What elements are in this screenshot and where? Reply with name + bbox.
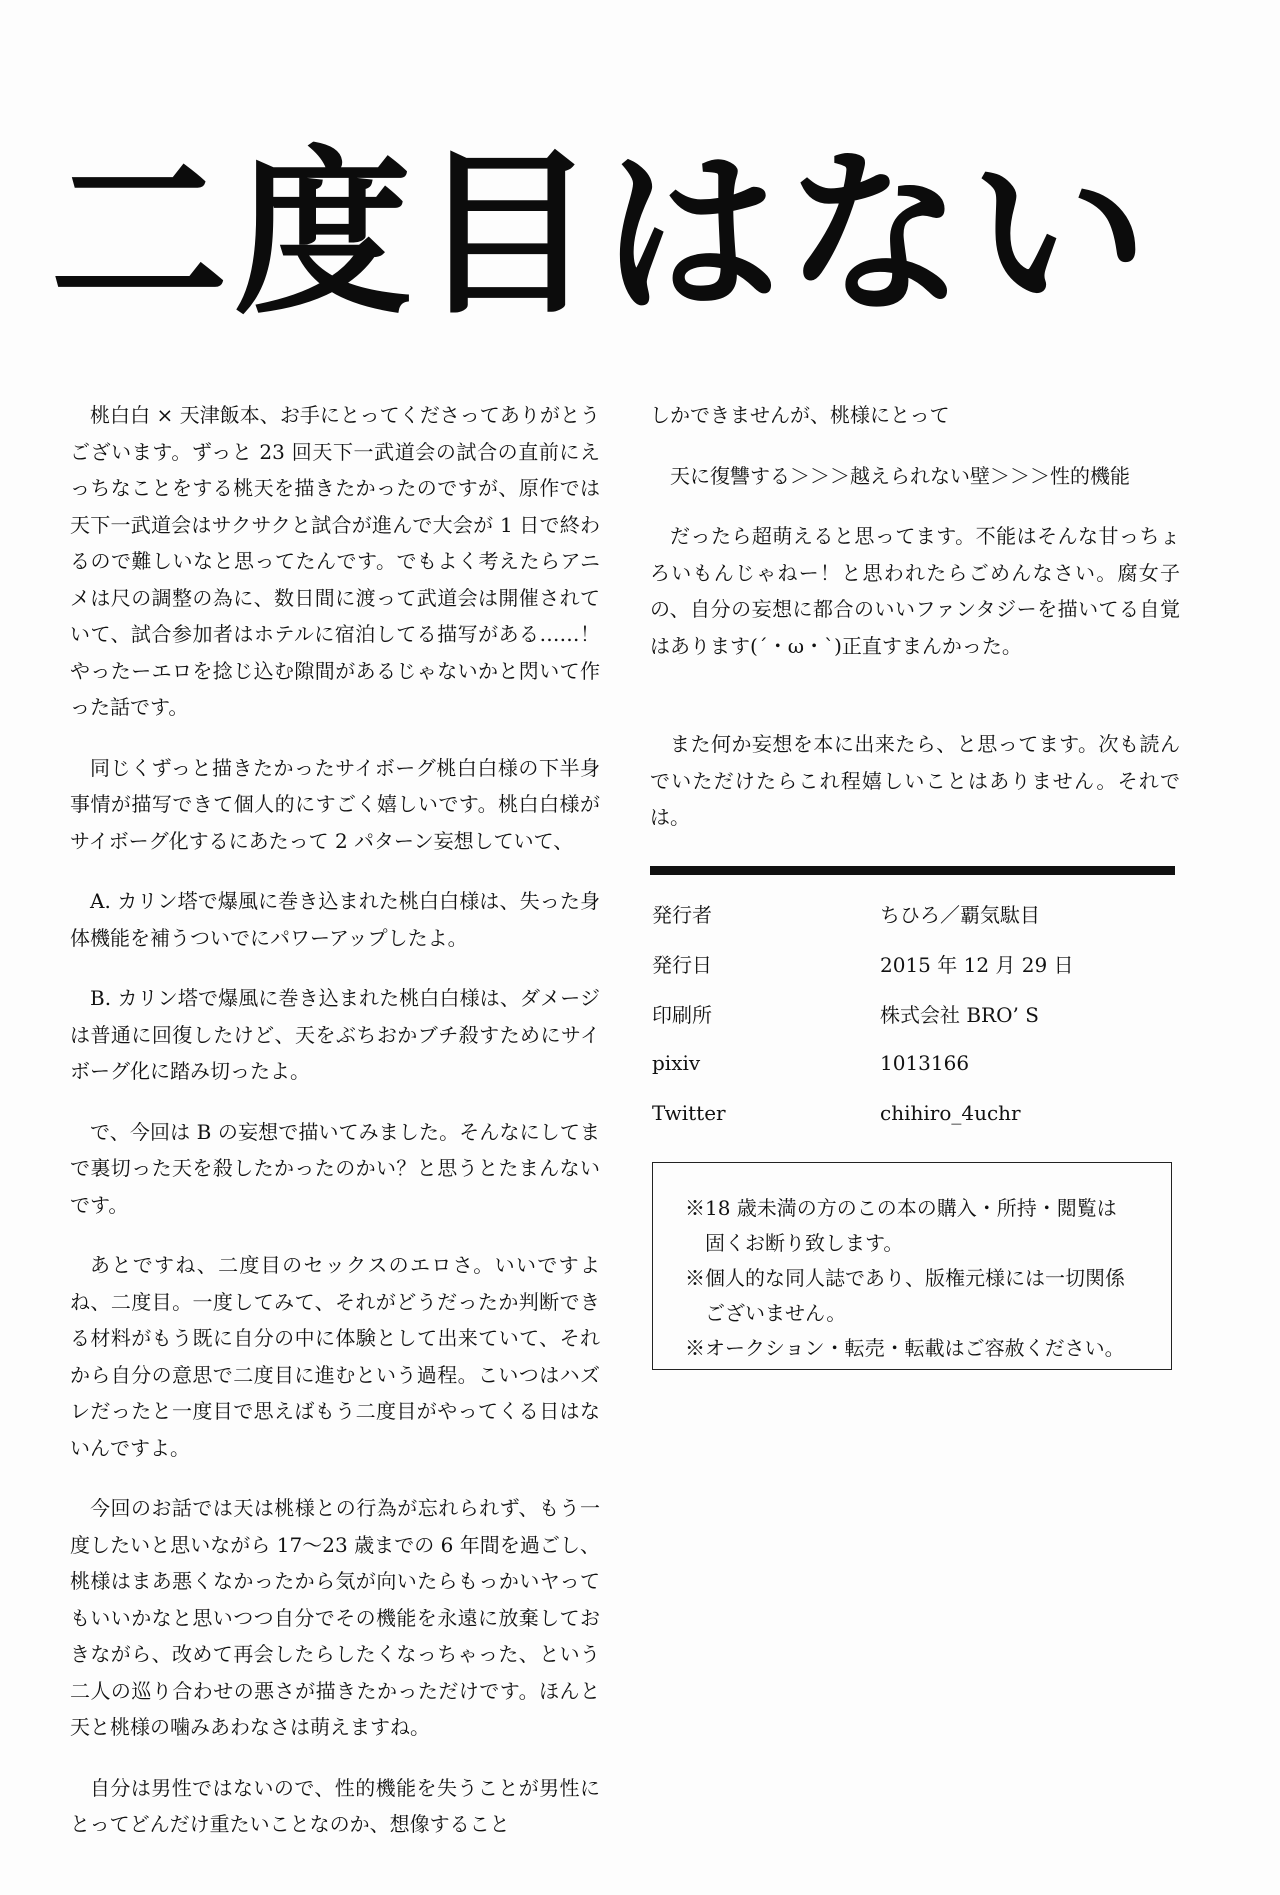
notice-box bbox=[652, 1162, 1172, 1370]
afterword-paragraph: で、今回は B の妄想で描いてみました。そんなにしてまで裏切った天を殺したかったのかい？と思うとたまんないです。 bbox=[70, 1119, 600, 1217]
afterword-paragraph: 天に復讐する＞＞＞越えられない壁＞＞＞性的機能 bbox=[670, 463, 1130, 488]
afterword-paragraph: 自分は男性ではないので、性的機能を失うことが男性にとってどんだけ重たいことなのか、想像すること bbox=[70, 1775, 600, 1836]
notice-line: ※個人的な同人誌であり、版権元様には一切関係 bbox=[685, 1266, 1125, 1290]
colophon-value: 2015 年 12 月 29 日 bbox=[880, 952, 1074, 977]
colophon-row bbox=[652, 888, 1172, 938]
colophon-row bbox=[652, 1038, 1172, 1088]
colophon-row bbox=[652, 988, 1172, 1038]
colophon-key: 発行者 bbox=[652, 902, 712, 927]
afterword-paragraph: また何か妄想を本に出来たら、と思ってます。次も読んでいただけたらこれ程嬉しいことはありません。それでは。 bbox=[650, 732, 1180, 829]
colophon-value: ちひろ／覇気駄目 bbox=[880, 902, 1040, 927]
afterword-paragraph: 今回のお話では天は桃様との行為が忘れられず、もう一度したいと思いながら 17〜23 歳までの 6 年間を過ごし、桃様はまあ悪くなかったから気が向いたらもっかいヤってもいいかなと思いつつ自分でその機能を永遠に放棄しておきながら、改めて再会したらしたくなっちゃった、という二人の巡り合わせの悪さが描きたかっただけです。ほんと天と桃様の噛みあわなさは萌えますね。 bbox=[70, 1496, 600, 1739]
afterword-paragraph: あとですね、二度目のセックスのエロさ。いいですよね、二度目。一度してみて、それがどうだったか判断できる材料がもう既に自分の中に体験として出来ていて、それから自分の意思で二度目に進むという過程。こいつはハズレだったと一度目で思えばもう二度目がやってくる日はないんですよ。 bbox=[70, 1253, 600, 1460]
afterword-paragraph: B. カリン塔で爆風に巻き込まれた桃白白様は、ダメージは普通に回復したけど、天をぶちおかブチ殺すためにサイボーグ化に踏み切ったよ。 bbox=[70, 986, 600, 1083]
notice-line: 固くお断り致します。 bbox=[705, 1231, 904, 1255]
afterword-paragraph: A. カリン塔で爆風に巻き込まれた桃白白様は、失った身体機能を補うついでにパワーアップしたよ。 bbox=[70, 889, 600, 950]
colophon-row bbox=[652, 938, 1172, 988]
afterword-paragraph: 桃白白 × 天津飯本、お手にとってくださってありがとうございます。ずっと 23 回天下一武道会の試合の直前にえっちなことをする桃天を描きたかったのですが、原作では天下一武道会はサクサクと試合が進んで大会が 1 日で終わるので難しいなと思ってたんです。でもよく考えたらアニメは尺の調整の為に、数日間に渡って武道会は開催されていて、試合参加者はホテルに宿泊してる描写がある……！やったーエロを捻じ込む隙間があるじゃないかと閃いて作った話です。 bbox=[70, 403, 600, 719]
notice-line: ございません。 bbox=[705, 1301, 847, 1325]
colophon-rule bbox=[650, 866, 1175, 875]
notice-line: ※18 歳未満の方のこの本の購入・所持・閲覧は bbox=[685, 1196, 1117, 1220]
colophon-key: pixiv bbox=[652, 1051, 701, 1075]
colophon-key: Twitter bbox=[652, 1101, 726, 1125]
afterword-paragraph: 同じくずっと描きたかったサイボーグ桃白白様の下半身事情が描写できて個人的にすごく嬉しいです。桃白白様がサイボーグ化するにあたって 2 パターン妄想していて、 bbox=[70, 755, 600, 853]
afterword-right-column bbox=[650, 397, 1180, 860]
page-title: 二度目はない bbox=[50, 131, 1154, 338]
afterword-left-column bbox=[70, 397, 600, 1867]
colophon-value: chihiro_4uchr bbox=[880, 1101, 1021, 1125]
colophon-value: 株式会社 BRO’ S bbox=[880, 1002, 1039, 1027]
colophon-row bbox=[652, 1088, 1172, 1138]
afterword-paragraph: だったら超萌えると思ってます。不能はそんな甘っちょろいもんじゃねー！と思われたらごめんなさい。腐女子の、自分の妄想に都合のいいファンタジーを描いてる自覚はあります(´・ω・`)正直すまんかった。 bbox=[650, 524, 1180, 658]
colophon-key: 印刷所 bbox=[652, 1002, 712, 1027]
paragraph-gap bbox=[650, 688, 1180, 726]
afterword-paragraph: しかできませんが、桃様にとって bbox=[650, 403, 950, 427]
colophon-value: 1013166 bbox=[880, 1051, 970, 1075]
colophon-key: 発行日 bbox=[652, 952, 712, 977]
colophon-table bbox=[652, 888, 1172, 1138]
notice-line: ※オークション・転売・転載はご容赦ください。 bbox=[685, 1336, 1125, 1360]
